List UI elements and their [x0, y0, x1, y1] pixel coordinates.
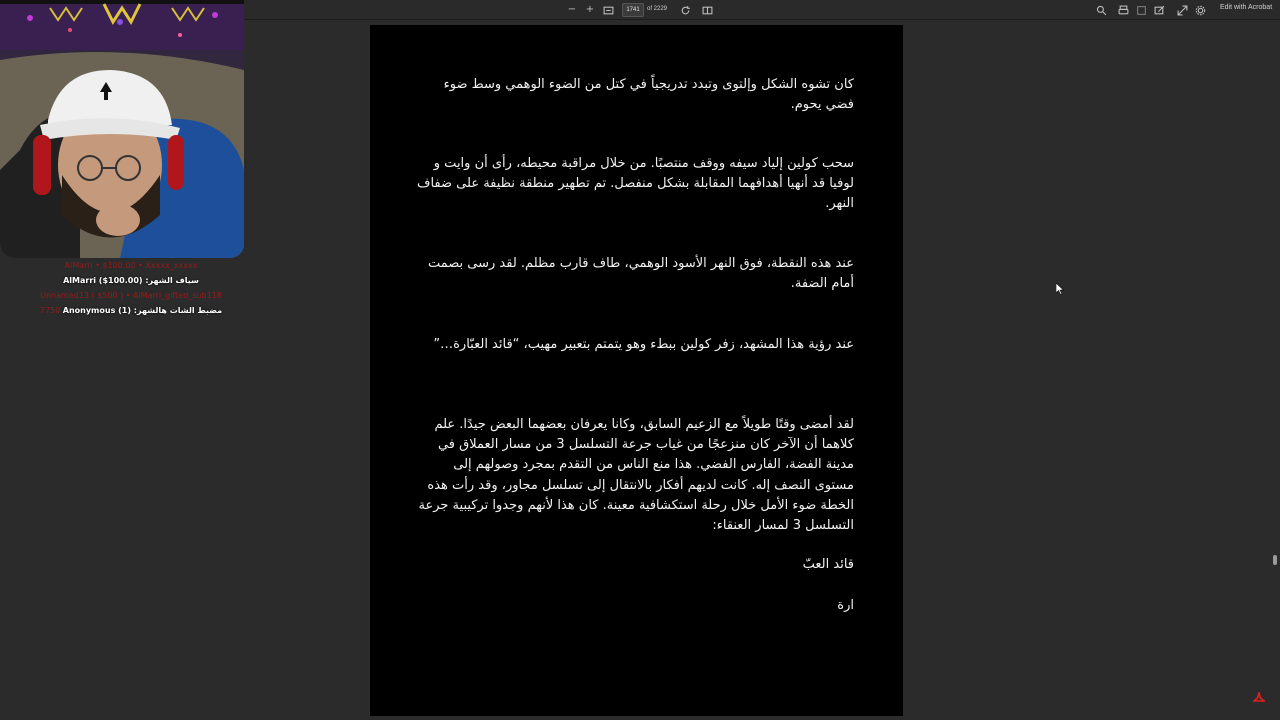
- overlay-red-prefix: 7750: [39, 306, 61, 315]
- paragraph-2: سحب كولين إلياد سيفه ووقف منتصبًا. من خلال مراقبة محيطه، رأى أن وايت و لوفيا قد أنهيا أهدافهما المقابلة بشكل منفصل. تم تطهير منطقة نظيفة على ضفاف النهر.: [417, 156, 854, 212]
- page-number-input[interactable]: 1741: [622, 3, 644, 17]
- chat-mod-of-month: Anonymous (1) :مضبط الشات هالشهر: [62, 306, 223, 315]
- search-icon[interactable]: [1094, 3, 1108, 17]
- paragraph-5: لقد أمضى وقتًا طويلاً مع الزعيم السابق، وكانا يعرفان بعضهما البعض جيدًا. علم كلاهما أن الآخر كان منزعجًا من غياب جرعة التسلسل 3 من مسار العملاق في مدينة الفضة، الفارس الفضي. هذا منع الناس من التقدم بمجرد وصولهم إلى مستوى النصف إله. كانت لديهم أفكار بالانتقال إلى تسلسل مجاور، وقد رأت هذه الخطة ضوء الأمل خلال رحلة استكشافية معينة. كان هذا لأنهم وجدوا تركيبية جرعة التسلسل 3 لمسار العنقاء:: [418, 417, 854, 534]
- pdf-page: [370, 25, 903, 716]
- settings-gear-icon[interactable]: [1193, 3, 1207, 17]
- sword-of-the-month: AlMarri ($100.00) :سياف الشهر: [63, 276, 199, 285]
- edit-with-acrobat-button[interactable]: Edit with Acrobat: [1220, 4, 1273, 11]
- chat-mod-of-month-row: [36, 303, 226, 318]
- overlay-red-line-2: Unnamed13 ( $500 ) • AlMarri_gifted_sub118: [40, 291, 222, 300]
- vertical-scrollbar-thumb[interactable]: [1273, 555, 1277, 565]
- rotate-icon[interactable]: [678, 3, 692, 17]
- streamer-webcam: [0, 0, 244, 258]
- print-icon[interactable]: [1116, 3, 1130, 17]
- zoom-out-icon[interactable]: −: [567, 4, 577, 15]
- stream-supporters-overlay: [36, 258, 226, 318]
- paragraph-7: ارة: [837, 598, 854, 613]
- paragraph-3: عند هذه النقطة، فوق النهر الأسود الوهمي، طاف قارب مظلم. لقد رسى بصمت أمام الضفة.: [427, 256, 854, 292]
- save-icon[interactable]: [1134, 3, 1148, 17]
- overlay-red-line-1: AlMarri • $100.00 • Xxxxx_xxxxx: [64, 261, 198, 270]
- page-view-icon[interactable]: [700, 3, 714, 17]
- streamer-webcam-image: [0, 0, 244, 258]
- acrobat-logo-icon[interactable]: [1253, 692, 1265, 704]
- paragraph-1: كان تشوه الشكل وإلتوى وتبدد تدريجياً في كتل من الضوء الوهمي وسط ضوء فضي يحوم.: [443, 77, 854, 113]
- fit-page-icon[interactable]: [601, 3, 615, 17]
- expand-icon[interactable]: [1175, 3, 1189, 17]
- zoom-in-icon[interactable]: +: [585, 4, 595, 15]
- paragraph-4: عند رؤية هذا المشهد، زفر كولين ببطء وهو يتمتم بتعبير مهيب، “قائد العبّارة…”: [433, 337, 854, 352]
- paragraph-6: قائد العبّ: [802, 557, 854, 572]
- page-total: of 2229: [647, 6, 668, 12]
- share-icon[interactable]: [1152, 3, 1166, 17]
- mouse-cursor-icon: [1056, 283, 1064, 295]
